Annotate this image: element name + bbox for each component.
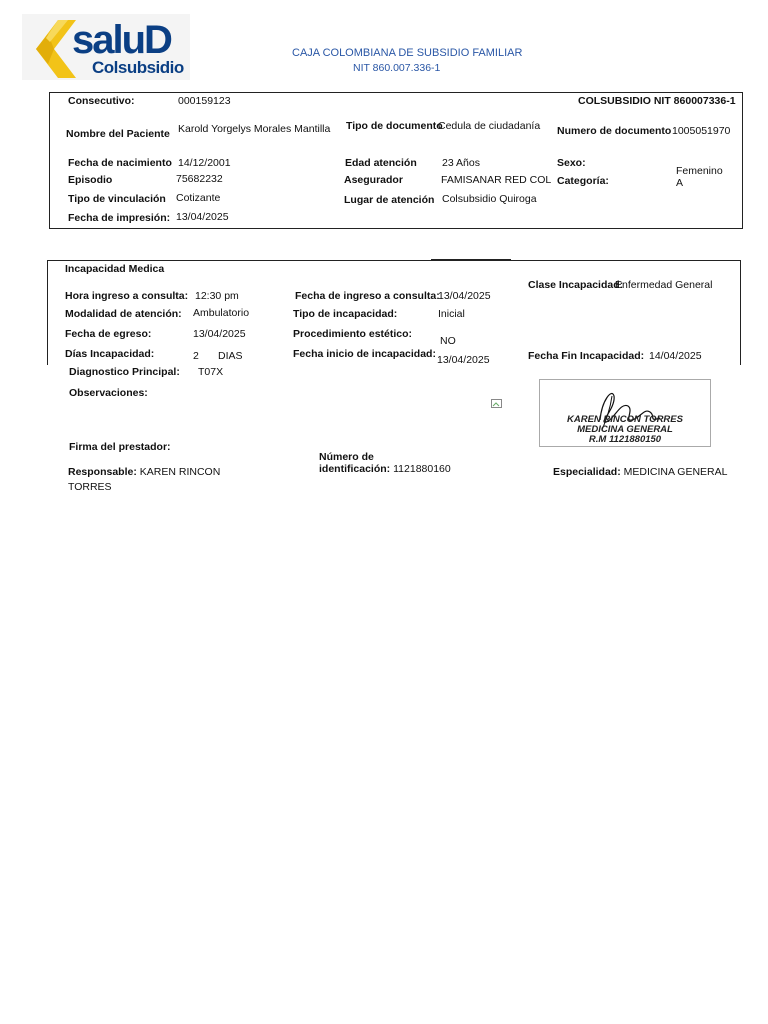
observaciones-label: Observaciones: — [69, 387, 148, 399]
responsable — [68, 466, 220, 478]
tipo-doc-label: Tipo de documento — [346, 120, 443, 132]
dias-value: 2 — [193, 350, 199, 362]
sexo-label: Sexo: — [557, 157, 586, 169]
tipo-inc-label: Tipo de incapacidad: — [293, 308, 398, 320]
responsable-value: KAREN RINCON — [139, 466, 221, 478]
lugar-label: Lugar de atención — [344, 194, 435, 206]
org-nit: NIT 860.007.336-1 — [353, 62, 441, 74]
fecha-nac-label: Fecha de nacimiento — [68, 157, 172, 169]
categoria-label: Categoría: — [557, 175, 609, 187]
id-value: 1121880160 — [393, 463, 451, 475]
impresion-label: Fecha de impresión: — [68, 212, 171, 224]
lugar-value: Colsubsidio Quiroga — [442, 193, 537, 205]
signature-rm: R.M 1121880150 — [588, 434, 662, 445]
fin-label: Fecha Fin Incapacidad: — [528, 350, 645, 362]
hora-label: Hora ingreso a consulta: — [65, 290, 189, 302]
diag-label: Diagnostico Principal: — [69, 366, 180, 378]
fin-value: 14/04/2025 — [649, 350, 702, 362]
consecutivo-value: 000159123 — [178, 95, 231, 107]
num-doc-label: Numero de documento — [557, 125, 672, 137]
tipo-inc-value: Inicial — [438, 308, 465, 320]
fecha-ingreso-label: Fecha de ingreso a consulta: — [295, 290, 440, 302]
sexo-value: Femenino — [676, 165, 723, 177]
clase-label: Clase Incapacidad: — [528, 279, 624, 291]
asegurador-label: Asegurador — [344, 174, 403, 186]
identificacion — [319, 463, 451, 475]
nombre-value: Karold Yorgelys Morales Mantilla — [178, 123, 331, 135]
estetico-label: Procedimiento estético: — [293, 328, 413, 340]
diag-value: T07X — [198, 366, 224, 378]
dias-label: Días Incapacidad: — [65, 348, 155, 360]
id-label-2: identificación: — [319, 463, 391, 475]
firma-label: Firma del prestador: — [69, 441, 171, 453]
especialidad-value: MEDICINA GENERAL — [623, 466, 728, 478]
episodio-label: Episodio — [68, 174, 113, 186]
dias-unit: DIAS — [218, 350, 243, 362]
especialidad — [553, 466, 727, 478]
num-doc-value: 1005051970 — [672, 125, 731, 137]
nombre-label: Nombre del Paciente — [66, 128, 170, 140]
episodio-value: 75682232 — [176, 173, 223, 185]
org-title: CAJA COLOMBIANA DE SUBSIDIO FAMILIAR — [292, 47, 523, 59]
categoria-value: A — [676, 177, 684, 189]
signature-name: KAREN RINCON TORRES — [567, 414, 683, 425]
asegurador-value: FAMISANAR RED COL — [441, 174, 552, 186]
inicio-label: Fecha inicio de incapacidad: — [293, 348, 436, 360]
fecha-ingreso-value: 13/04/2025 — [438, 290, 491, 302]
incapacity-title: Incapacidad Medica — [65, 263, 165, 275]
estetico-value: NO — [440, 335, 456, 347]
modalidad-label: Modalidad de atención: — [65, 308, 182, 320]
colsubsidio-logo — [22, 14, 190, 80]
inicio-value: 13/04/2025 — [437, 354, 490, 366]
egreso-label: Fecha de egreso: — [65, 328, 152, 340]
colsubsidio-nit: COLSUBSIDIO NIT 860007336-1 — [578, 95, 736, 107]
hora-value: 12:30 pm — [195, 290, 239, 302]
responsable-value-2: TORRES — [68, 481, 112, 493]
consecutivo-label: Consecutivo: — [68, 95, 135, 107]
edad-value: 23 Años — [442, 157, 480, 169]
responsable-label: Responsable: — [68, 466, 137, 478]
modalidad-value: Ambulatorio — [193, 307, 250, 319]
edad-label: Edad atención — [345, 157, 417, 169]
signature-box — [539, 379, 711, 447]
id-label-1: Número de — [319, 451, 374, 463]
signature-specialty: MEDICINA GENERAL — [577, 424, 673, 435]
broken-image-icon — [491, 399, 503, 409]
vinculacion-value: Cotizante — [176, 192, 221, 204]
logo-mark-icon — [28, 18, 78, 80]
egreso-value: 13/04/2025 — [193, 328, 246, 340]
impresion-value: 13/04/2025 — [176, 211, 229, 223]
clase-value: Enfermedad General — [615, 279, 713, 291]
logo-sub: Colsubsidio — [92, 58, 184, 77]
especialidad-label: Especialidad: — [553, 466, 621, 478]
divider — [431, 259, 511, 261]
fecha-nac-value: 14/12/2001 — [178, 157, 231, 169]
tipo-doc-value: Cedula de ciudadanía — [438, 120, 541, 132]
logo-brand: saluD — [72, 18, 171, 62]
vinculacion-label: Tipo de vinculación — [68, 193, 166, 205]
